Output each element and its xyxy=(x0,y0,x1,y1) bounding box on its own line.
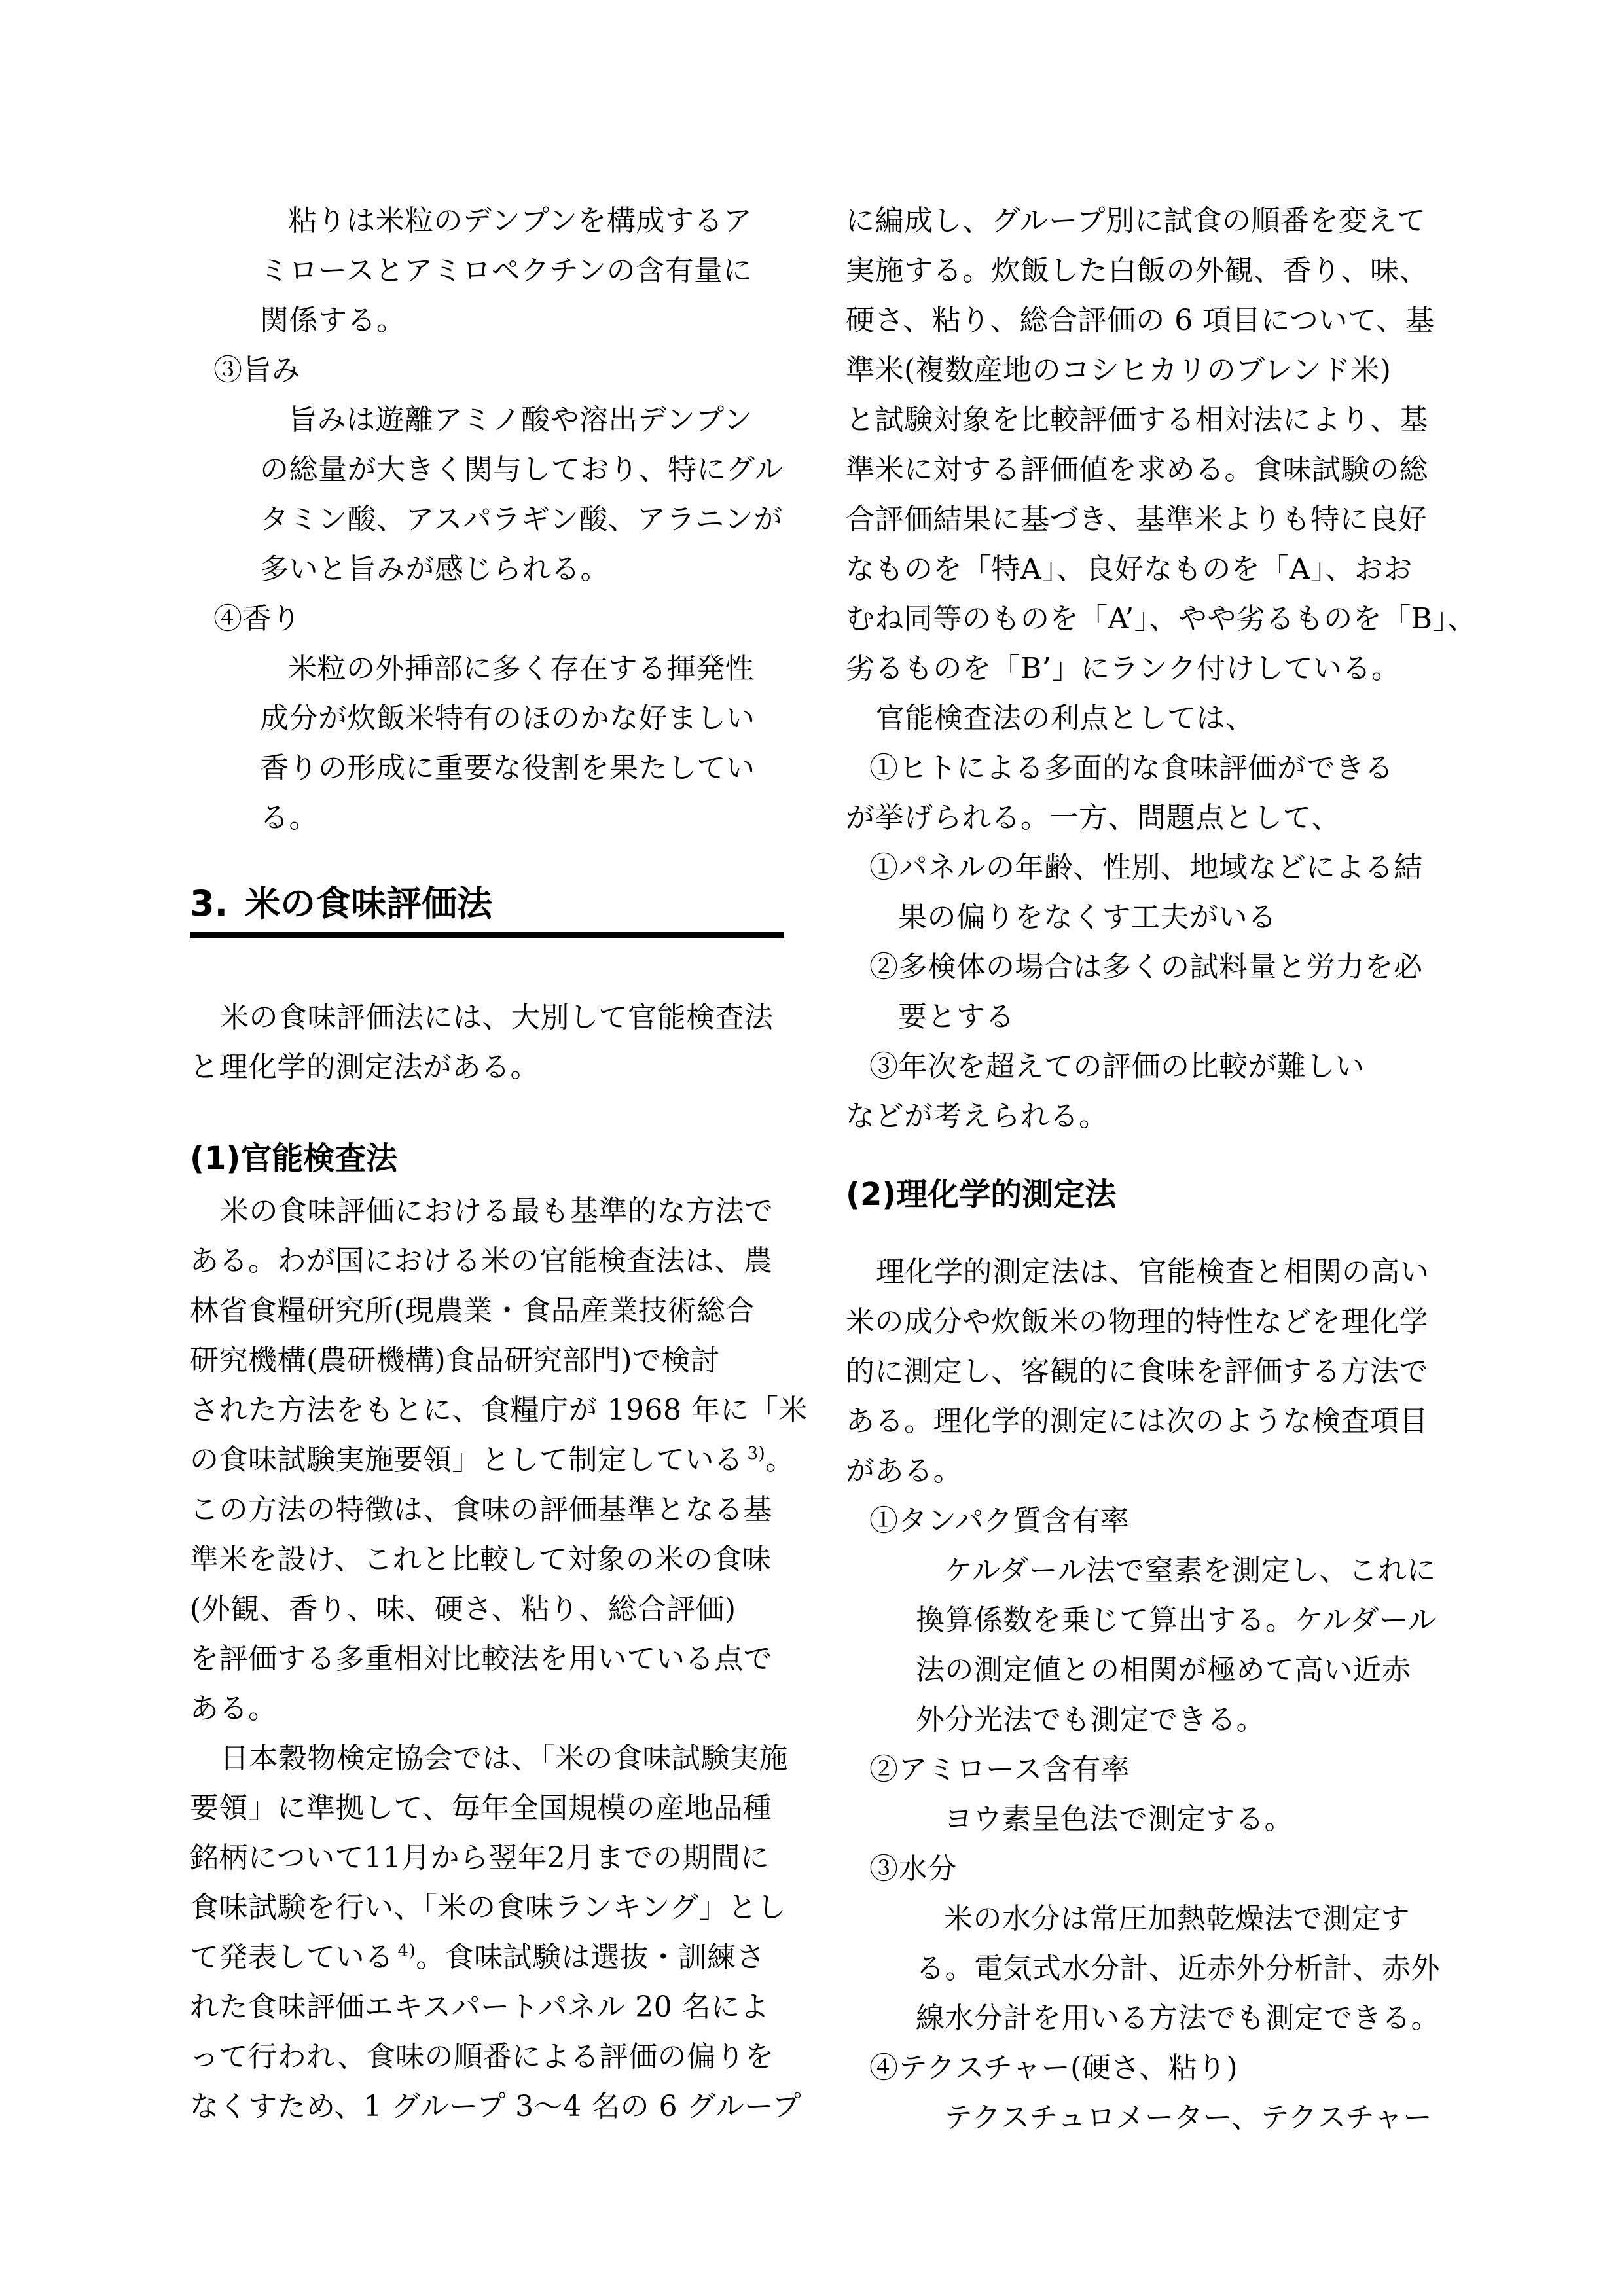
text-segment: て発表している xyxy=(190,1941,394,1974)
text-line: 実施する。炊飯した白飯の外観、香り、味、 xyxy=(846,254,1428,287)
text-line: 線水分計を用いる方法でも測定できる。 xyxy=(916,2001,1440,2035)
text-line: 換算係数を乗じて算出する。ケルダール xyxy=(916,1604,1437,1637)
text-line: テクスチュロメーター、テクスチャー xyxy=(944,2101,1432,2134)
text-line: 関係する。 xyxy=(260,304,406,337)
text-line: この方法の特徴は、食味の評価基準となる基 xyxy=(190,1493,772,1526)
text-column-left xyxy=(190,196,808,2132)
text-line: 香りの形成に重要な役割を果たしてい xyxy=(260,751,755,785)
text-line: って行われ、食味の順番による評価の偏りを xyxy=(190,2040,774,2073)
text-line: ③水分 xyxy=(869,1852,957,1886)
text-line: 要領」に準拠して、毎年全国規模の産地品種 xyxy=(190,1791,772,1825)
text-line: る。電気式水分計、近赤外分析計、赤外 xyxy=(916,1952,1440,1985)
text-line: 劣るものを「B’」にランク付けしている。 xyxy=(846,652,1401,685)
text-line: に編成し、グループ別に試食の順番を変えて xyxy=(846,204,1426,238)
text-line xyxy=(190,1435,795,1485)
text-line: 外分光法でも測定できる。 xyxy=(916,1703,1265,1736)
text-line: 米の食味評価における最も基準的な方法で xyxy=(220,1194,774,1228)
text-line: ①ヒトによる多面的な食味評価ができる xyxy=(869,751,1394,785)
text-line: 林省食糧研究所(現農業・食品産業技術総合 xyxy=(190,1294,755,1327)
text-line: ④香り xyxy=(213,602,301,636)
text-line: ②アミロース含有率 xyxy=(869,1753,1130,1786)
text-line: ③年次を超えての評価の比較が難しい xyxy=(869,1050,1365,1083)
text-line: 米の水分は常圧加熱乾燥法で測定す xyxy=(944,1902,1410,1935)
text-line: ある。理化学的測定には次のような検査項目 xyxy=(846,1405,1428,1438)
text-line: ヨウ素呈色法で測定する。 xyxy=(944,1803,1293,1836)
text-line: 準米に対する評価値を求める。食味試験の総 xyxy=(846,453,1428,486)
text-line: 合評価結果に基づき、基準米よりも特に良好 xyxy=(846,503,1428,536)
text-line: ある。 xyxy=(190,1692,278,1725)
text-line: 旨みは遊離アミノ酸や溶出デンプン xyxy=(288,403,753,437)
text-line: 多いと旨みが感じられる。 xyxy=(260,552,609,586)
subsection-heading: (1)官能検査法 xyxy=(190,1140,398,1177)
text-line: 理化学的測定法は、官能検査と相関の高い xyxy=(876,1255,1430,1289)
text-line: を評価する多重相対比較法を用いている点で xyxy=(190,1642,772,1676)
section-heading xyxy=(190,885,784,938)
text-line: 官能検査法の利点としては、 xyxy=(876,702,1255,735)
text-line: が挙げられる。一方、問題点として、 xyxy=(846,801,1341,834)
text-line: 果の偏りをなくす工夫がいる xyxy=(898,901,1277,934)
text-line: 硬さ、粘り、総合評価の 6 項目について、基 xyxy=(846,304,1435,337)
text-line: 要とする xyxy=(898,1000,1015,1033)
text-line: の総量が大きく関与しており、特にグル xyxy=(260,453,784,486)
text-line: ④テクスチャー(硬さ、粘り) xyxy=(869,2051,1238,2085)
text-line: る。 xyxy=(260,801,318,834)
text-line: 米粒の外挿部に多く存在する揮発性 xyxy=(288,652,754,685)
text-line: ミロースとアミロペクチンの含有量に xyxy=(260,254,753,287)
text-line: (外観、香り、味、硬さ、粘り、総合評価) xyxy=(190,1592,736,1626)
subsection-heading: (2)理化学的測定法 xyxy=(846,1176,1117,1213)
text-line: むね同等のものを「A’」、やや劣るものを「B」、 xyxy=(846,602,1477,636)
text-line: なくすため、1 グループ 3〜4 名の 6 グループ xyxy=(190,2090,802,2123)
text-line: がある。 xyxy=(846,1454,962,1488)
text-line xyxy=(190,1933,784,1982)
text-line: 米の食味評価法には、大別して官能検査法 xyxy=(220,1001,774,1034)
text-line: などが考えられる。 xyxy=(846,1100,1108,1133)
text-line: 銘柄について11月から翌年2月までの期間に xyxy=(190,1841,770,1874)
text-column-right xyxy=(846,196,1477,2143)
text-line: と試験対象を比較評価する相対法により、基 xyxy=(846,403,1428,437)
text-line: 食味試験を行い、「米の食味ランキング」とし xyxy=(190,1891,787,1924)
text-line: れた食味評価エキスパートパネル 20 名によ xyxy=(190,1990,770,2024)
text-line: 法の測定値との相関が極めて高い近赤 xyxy=(916,1653,1411,1687)
text-line: ①タンパク質含有率 xyxy=(869,1504,1130,1537)
text-line: 準米(複数産地のコシヒカリのブレンド米) xyxy=(846,353,1392,387)
text-line: 日本穀物検定協会では、「米の食味試験実施 xyxy=(220,1742,788,1775)
text-segment: 。食味試験は選抜・訓練さ xyxy=(416,1941,766,1974)
text-line: 米の成分や炊飯米の物理的特性などを理化学 xyxy=(846,1305,1428,1338)
footnote-ref: 4) xyxy=(397,1941,416,1962)
text-line: された方法をもとに、食糧庁が 1968 年に「米 xyxy=(190,1393,808,1427)
text-line: 成分が炊飯米特有のほのかな好ましい xyxy=(260,702,755,735)
text-line: 研究機構(農研機構)食品研究部門)で検討 xyxy=(190,1344,720,1377)
section-title: 米の食味評価法 xyxy=(245,883,493,924)
text-line: ある。わが国における米の官能検査法は、農 xyxy=(190,1244,772,1278)
text-line: 粘りは米粒のデンプンを構成するア xyxy=(288,204,753,238)
text-line: ②多検体の場合は多くの試料量と労力を必 xyxy=(869,950,1423,984)
text-line: ③旨み xyxy=(213,353,301,387)
text-line: 準米を設け、これと比較して対象の米の食味 xyxy=(190,1543,772,1576)
text-segment: 。 xyxy=(765,1443,795,1477)
text-line: ケルダール法で窒素を測定し、これに xyxy=(944,1554,1436,1587)
text-line: なものを「特A」、良好なものを「A」、おお xyxy=(846,552,1413,586)
text-line: ①パネルの年齢、性別、地域などによる結 xyxy=(869,851,1423,884)
footnote-ref: 3) xyxy=(747,1444,766,1464)
section-number: 3. xyxy=(190,883,228,924)
text-line: タミン酸、アスパラギン酸、アラニンが xyxy=(260,503,783,536)
text-line: 的に測定し、客観的に食味を評価する方法で xyxy=(846,1355,1428,1388)
text-segment: の食味試験実施要領」として制定している xyxy=(190,1443,744,1477)
text-line: と理化学的測定法がある。 xyxy=(190,1050,539,1084)
